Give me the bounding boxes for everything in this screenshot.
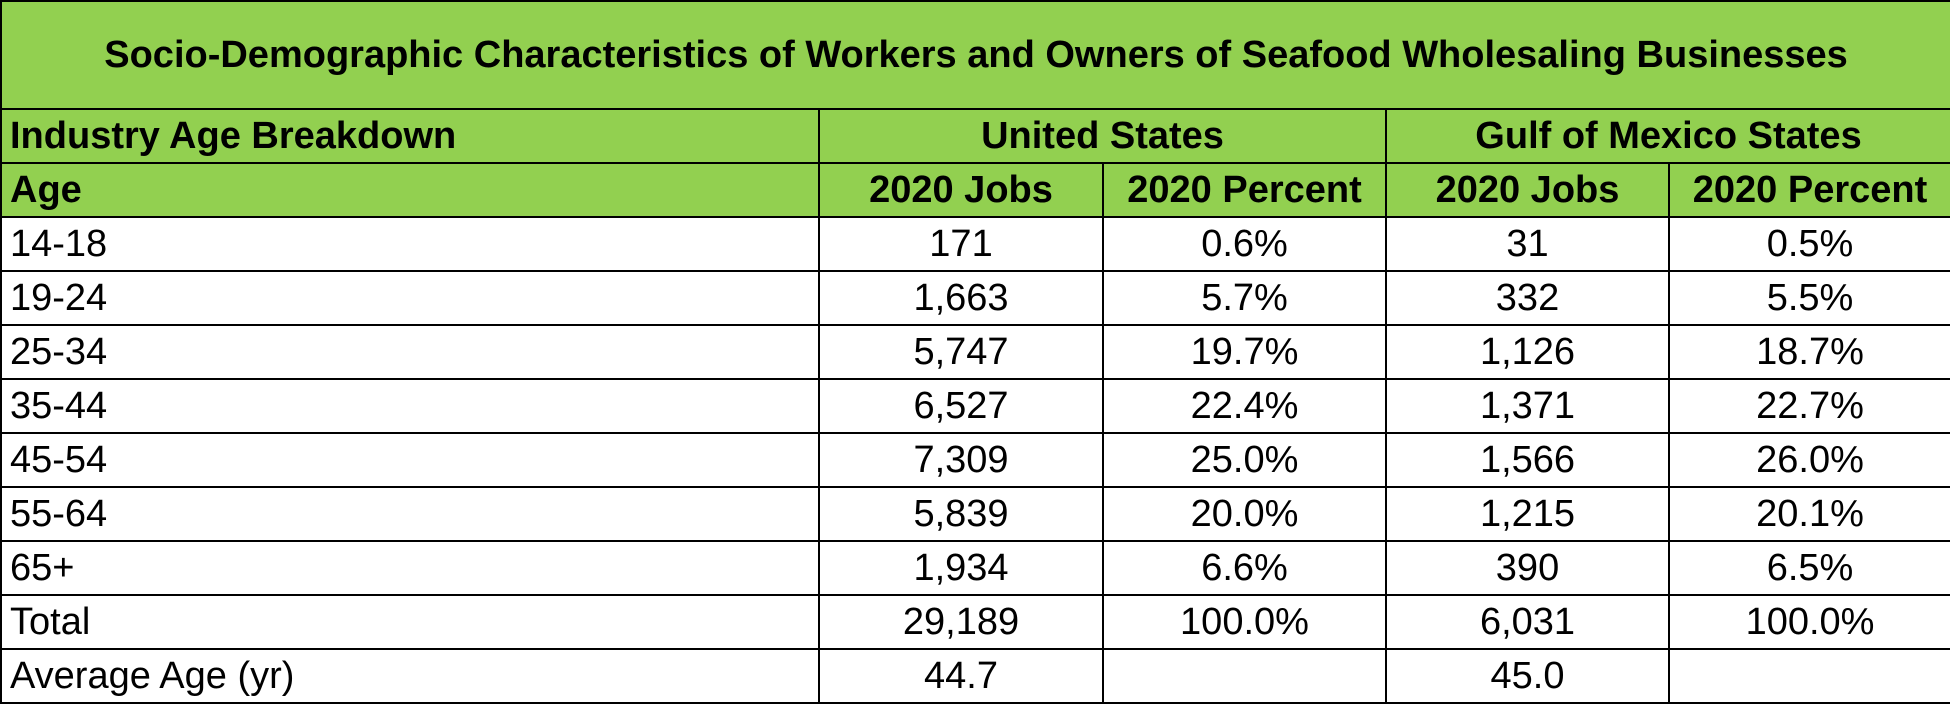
us-jobs-cell: 44.7 [819,649,1103,703]
table-row [1,325,1950,379]
us-jobs-cell: 171 [819,217,1103,271]
gulf-percent-cell: 18.7% [1669,325,1950,379]
table-title: Socio-Demographic Characteristics of Workers and Owners of Seafood Wholesaling Businesses [1,1,1950,109]
title-row [1,1,1950,109]
age-cell: 19-24 [1,271,819,325]
us-jobs-header: 2020 Jobs [819,163,1103,217]
us-percent-cell: 20.0% [1103,487,1386,541]
gulf-jobs-cell: 1,371 [1386,379,1669,433]
gulf-jobs-cell: 6,031 [1386,595,1669,649]
age-cell: 45-54 [1,433,819,487]
us-group-header: United States [819,109,1386,163]
group-header-row [1,109,1950,163]
total-row [1,595,1950,649]
gulf-jobs-cell: 390 [1386,541,1669,595]
gulf-jobs-cell: 45.0 [1386,649,1669,703]
gulf-percent-cell: 26.0% [1669,433,1950,487]
gulf-jobs-cell: 332 [1386,271,1669,325]
us-jobs-cell: 29,189 [819,595,1103,649]
age-cell: 35-44 [1,379,819,433]
age-cell: 55-64 [1,487,819,541]
us-percent-cell [1103,649,1386,703]
gulf-jobs-cell: 1,126 [1386,325,1669,379]
breakdown-header: Industry Age Breakdown [1,109,819,163]
gulf-percent-cell: 5.5% [1669,271,1950,325]
age-header: Age [1,163,819,217]
age-cell: Total [1,595,819,649]
gulf-jobs-cell: 1,566 [1386,433,1669,487]
us-jobs-cell: 1,663 [819,271,1103,325]
table-row [1,217,1950,271]
gulf-jobs-cell: 31 [1386,217,1669,271]
us-percent-cell: 19.7% [1103,325,1386,379]
us-percent-cell: 6.6% [1103,541,1386,595]
us-percent-header: 2020 Percent [1103,163,1386,217]
us-percent-cell: 25.0% [1103,433,1386,487]
average-age-row [1,649,1950,703]
us-jobs-cell: 5,839 [819,487,1103,541]
table-row [1,271,1950,325]
gulf-percent-cell [1669,649,1950,703]
us-percent-cell: 0.6% [1103,217,1386,271]
us-jobs-cell: 6,527 [819,379,1103,433]
us-jobs-cell: 1,934 [819,541,1103,595]
age-cell: 25-34 [1,325,819,379]
gulf-group-header: Gulf of Mexico States [1386,109,1950,163]
table-row [1,541,1950,595]
table-row [1,487,1950,541]
us-percent-cell: 22.4% [1103,379,1386,433]
gulf-percent-cell: 100.0% [1669,595,1950,649]
gulf-percent-cell: 22.7% [1669,379,1950,433]
gulf-percent-cell: 0.5% [1669,217,1950,271]
us-jobs-cell: 5,747 [819,325,1103,379]
table-row [1,379,1950,433]
gulf-jobs-cell: 1,215 [1386,487,1669,541]
age-cell: Average Age (yr) [1,649,819,703]
us-percent-cell: 5.7% [1103,271,1386,325]
gulf-jobs-header: 2020 Jobs [1386,163,1669,217]
table-row [1,433,1950,487]
column-header-row [1,163,1950,217]
us-percent-cell: 100.0% [1103,595,1386,649]
gulf-percent-cell: 6.5% [1669,541,1950,595]
gulf-percent-cell: 20.1% [1669,487,1950,541]
age-cell: 14-18 [1,217,819,271]
us-jobs-cell: 7,309 [819,433,1103,487]
gulf-percent-header: 2020 Percent [1669,163,1950,217]
age-cell: 65+ [1,541,819,595]
